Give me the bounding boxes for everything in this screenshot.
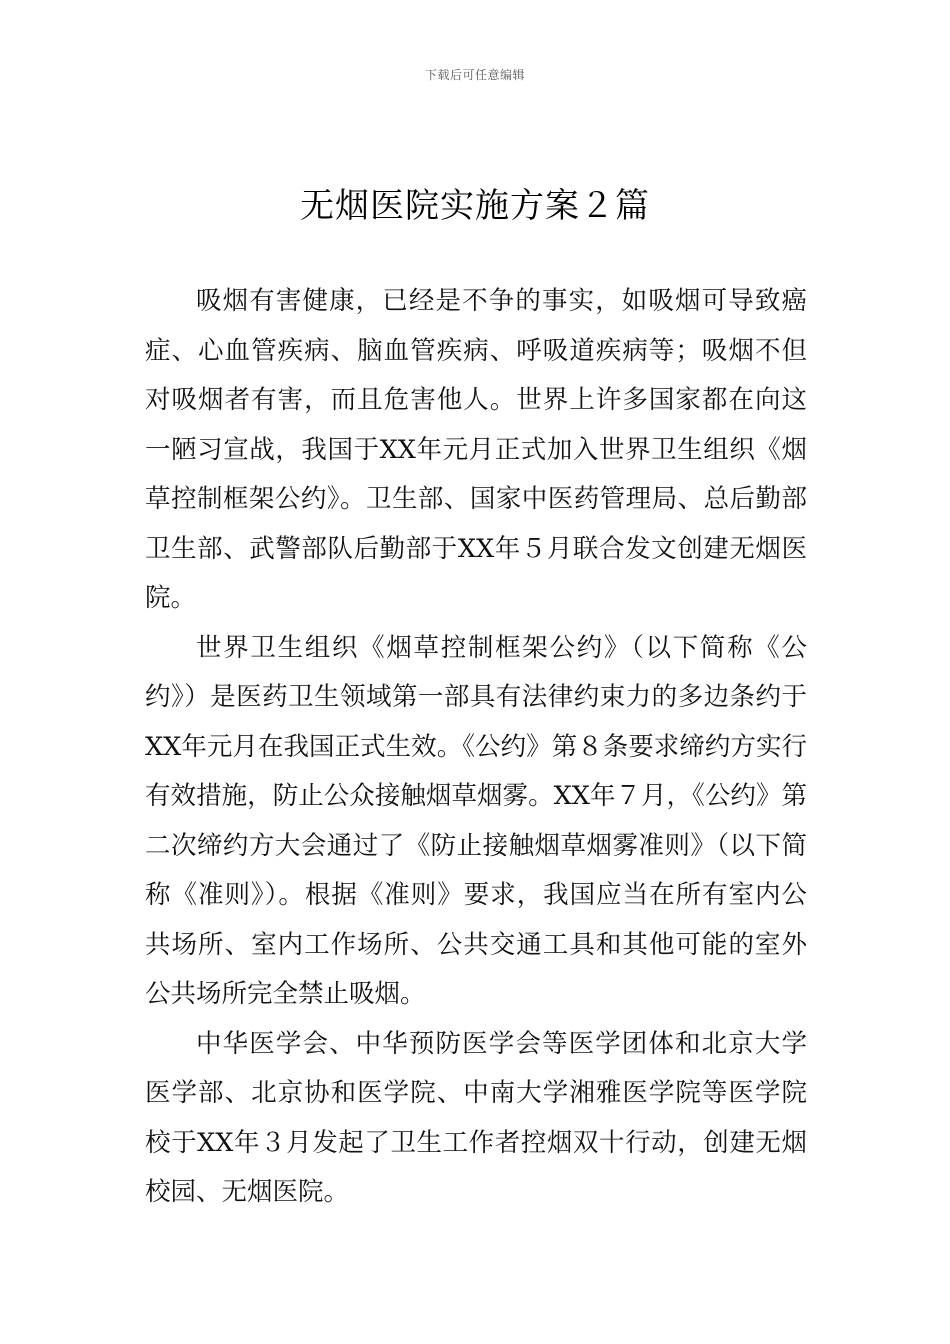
paragraph: 中华医学会、中华预防医学会等医学团体和北京大学医学部、北京协和医学院、中南大学湘雅医学院等医学院校于XX年３月发起了卫生工作者控烟双十行动，创建无烟校园、无烟医院。 [145, 1028, 807, 1207]
paragraph: 世界卫生组织《烟草控制框架公约》（以下简称《公约》）是医药卫生领域第一部具有法律约束力的多边条约于XX年元月在我国正式生效。《公约》第８条要求缔约方实行有效措施，防止公众接触烟草烟雾。XX年７月，《公约》第二次缔约方大会通过了《防止接触烟草烟雾准则》（以下简称《准则》）。根据《准则》要求，我国应当在所有室内公共场所、室内工作场所、公共交通工具和其他可能的室外公共场所完全禁止吸烟。 [145, 632, 807, 1009]
paragraph: 吸烟有害健康，已经是不争的事实，如吸烟可导致癌症、心血管疾病、脑血管疾病、呼吸道疾病等；吸烟不但对吸烟者有害，而且危害他人。世界上许多国家都在向这一陋习宣战，我国于XX年元月正式加入世界卫生组织《烟草控制框架公约》。卫生部、国家中医药管理局、总后勤部卫生部、武警部队后勤部于XX年５月联合发文创建无烟医院。 [145, 286, 807, 613]
header-note: 下载后可任意编辑 [424, 68, 525, 82]
document-title: 无烟医院实施方案２篇 [300, 186, 650, 226]
document-body [145, 277, 807, 1218]
